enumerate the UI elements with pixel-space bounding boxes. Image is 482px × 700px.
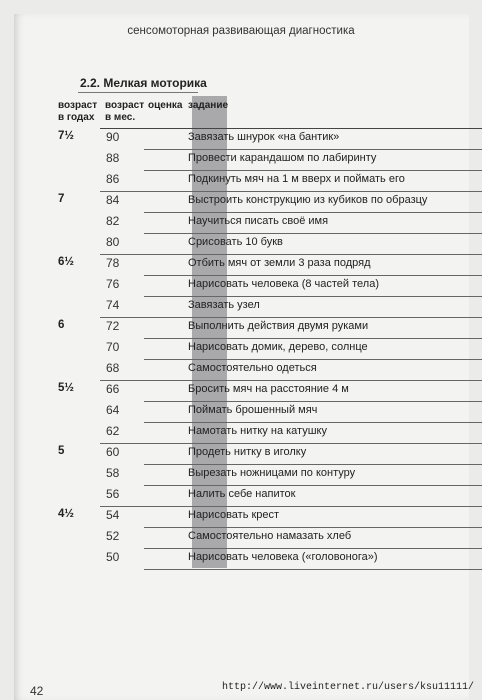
task-cell: Отбить мяч от земли 3 раза подряд <box>188 257 371 269</box>
task-cell: Нарисовать человека (8 частей тела) <box>188 278 379 290</box>
age-months-cell: 60 <box>106 445 120 459</box>
task-cell: Самостоятельно намазать хлеб <box>188 530 352 542</box>
running-header: сенсомоторная развивающая диагностика <box>127 25 355 37</box>
table-row <box>42 275 472 296</box>
table-row <box>42 548 472 569</box>
age-months-cell: 58 <box>106 466 120 480</box>
task-cell: Выполнить действия двумя руками <box>188 320 369 332</box>
task-cell: Нарисовать человека («головонога») <box>188 551 378 563</box>
table-row <box>42 233 472 254</box>
table-row <box>42 401 472 422</box>
age-years-cell: 6 <box>58 319 65 331</box>
age-months-cell: 76 <box>106 277 120 291</box>
table-row <box>42 338 472 359</box>
header-task: задание <box>188 100 229 111</box>
table-row <box>42 296 472 317</box>
age-months-cell: 70 <box>106 340 120 354</box>
task-cell: Научиться писать своё имя <box>188 215 329 227</box>
task-cell: Нарисовать крест <box>188 509 280 521</box>
table-row <box>42 422 472 443</box>
task-cell: Вырезать ножницами по контуру <box>188 467 356 479</box>
table-row <box>42 506 472 527</box>
task-cell: Самостоятельно одеться <box>188 362 317 374</box>
age-years-cell: 5 <box>58 445 65 457</box>
task-cell: Подкинуть мяч на 1 м вверх и поймать его <box>188 173 405 185</box>
table-row <box>42 254 472 275</box>
age-months-cell: 52 <box>106 529 120 543</box>
age-years-cell: 4½ <box>58 508 74 520</box>
age-months-cell: 64 <box>106 403 120 417</box>
age-years-cell: 5½ <box>58 382 74 394</box>
table-row <box>42 317 472 338</box>
age-months-cell: 86 <box>106 172 120 186</box>
table-row <box>42 359 472 380</box>
page-number: 42 <box>30 684 44 698</box>
age-months-cell: 66 <box>106 382 120 396</box>
table-row <box>42 170 472 191</box>
task-cell: Выстроить конструкцию из кубиков по образцу <box>188 194 428 206</box>
age-months-cell: 56 <box>106 487 120 501</box>
age-months-cell: 80 <box>106 235 120 249</box>
task-cell: Бросить мяч на расстояние 4 м <box>188 383 349 395</box>
task-cell: Нарисовать домик, дерево, солнце <box>188 341 368 353</box>
task-cell: Налить себе напиток <box>188 488 296 500</box>
section-title: 2.2. Мелкая моторика <box>80 76 207 90</box>
table-row <box>42 380 472 401</box>
header-age-years: возраст в годах <box>58 100 98 123</box>
task-cell: Провести карандашом по лабиринту <box>188 152 377 164</box>
watermark-url: http://www.liveinternet.ru/users/ksu11111/ <box>222 682 475 693</box>
task-cell: Поймать брошенный мяч <box>188 404 318 416</box>
row-divider <box>144 569 482 570</box>
table-row <box>42 191 472 212</box>
table-row <box>42 212 472 233</box>
age-years-cell: 6½ <box>58 256 74 268</box>
age-months-cell: 62 <box>106 424 120 438</box>
age-months-cell: 74 <box>106 298 120 312</box>
task-cell: Завязать шнурок «на бантик» <box>188 131 340 143</box>
age-months-cell: 82 <box>106 214 120 228</box>
age-months-cell: 68 <box>106 361 120 375</box>
table-row <box>42 527 472 548</box>
table-row <box>42 485 472 506</box>
age-months-cell: 88 <box>106 151 120 165</box>
age-years-cell: 7½ <box>58 130 74 142</box>
table-row <box>42 149 472 170</box>
age-months-cell: 84 <box>106 193 120 207</box>
age-months-cell: 50 <box>106 550 120 564</box>
motor-skills-table <box>42 0 475 700</box>
age-years-cell: 7 <box>58 193 65 205</box>
header-score: оценка <box>148 100 183 111</box>
table-row <box>42 128 472 149</box>
task-cell: Срисовать 10 букв <box>188 236 283 248</box>
task-cell: Намотать нитку на катушку <box>188 425 327 437</box>
task-cell: Продеть нитку в иголку <box>188 446 307 458</box>
age-months-cell: 78 <box>106 256 120 270</box>
age-months-cell: 90 <box>106 130 120 144</box>
task-cell: Завязать узел <box>188 299 260 311</box>
table-row <box>42 464 472 485</box>
header-age-months: возраст в мес. <box>105 100 145 123</box>
age-months-cell: 72 <box>106 319 120 333</box>
table-row <box>42 443 472 464</box>
age-months-cell: 54 <box>106 508 120 522</box>
